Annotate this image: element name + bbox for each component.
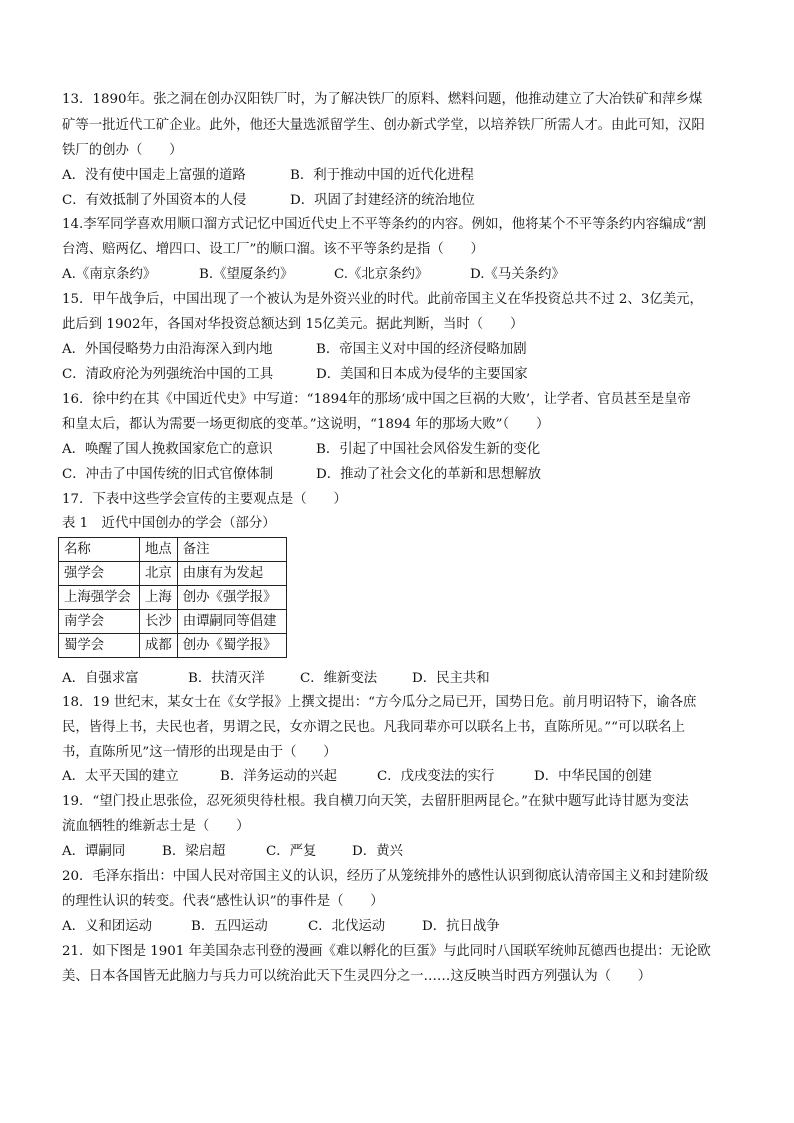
q19-option-d[interactable]: D．黄兴 [352, 844, 403, 859]
q18-stem-line1: 18．19 世纪末，某女士在《女学报》上撰文提出：“方今瓜分之局已开，国势日危。前月明诏特下，谕各庶 [62, 695, 697, 710]
q21-stem-line1: 21．如下图是 1901 年美国杂志刊登的漫画《难以孵化的巨蛋》与此同时八国联军统帅瓦德西也提出：无论欧 [62, 944, 711, 959]
q14-option-d[interactable]: D.《马关条约》 [470, 267, 565, 282]
q13-option-d[interactable]: D．巩固了封建经济的统治地位 [290, 193, 475, 208]
table-cell: 创办《蜀学报》 [177, 634, 286, 658]
q18-option-b[interactable]: B．洋务运动的兴起 [220, 769, 337, 784]
q13-stem-line2: 矿等一批近代工矿企业。此外，他还大量选派留学生、创办新式学堂，以培养铁厂所需人才。由此可知，汉阳 [62, 118, 705, 133]
table-cell: 长沙 [140, 610, 178, 634]
q15-option-d[interactable]: D．美国和日本成为侵华的主要国家 [316, 367, 528, 382]
q14-stem-line1: 14.李军同学喜欢用顺口溜方式记忆中国近代史上不平等条约的内容。例如，他将某个不平等条约内容编成“割 [62, 217, 707, 232]
q14-option-b[interactable]: B.《望厦条约》 [199, 267, 294, 282]
q13-stem-line1: 13．1890年。张之洞在创办汉阳铁厂时，为了解决铁厂的原料、燃料问题，他推动建立了大冶铁矿和萍乡煤 [62, 92, 703, 107]
table-cell: 由康有为发起 [177, 562, 286, 586]
q16-stem-line1: 16．徐中约在其《中国近代史》中写道：“1894年的那场‘成中国之巨祸的大败’，让学者、官员甚至是皇帝 [62, 392, 691, 407]
q13-option-c[interactable]: C．有效抵制了外国资本的人侵 [62, 193, 247, 208]
q17-option-d[interactable]: D．民主共和 [412, 671, 490, 686]
table-header-cell: 名称 [59, 538, 140, 562]
q15-option-c[interactable]: C．清政府沦为列强统治中国的工具 [62, 367, 274, 382]
q13-option-a[interactable]: A．没有使中国走上富强的道路 [62, 168, 246, 183]
q13-stem-line3: 铁厂的创办（ ） [62, 143, 183, 158]
q14-stem-line2: 台湾、赔两亿、增四口、设工厂”的顺口溜。该不平等条约是指（ ） [62, 242, 484, 257]
q20-option-d[interactable]: D．抗日战争 [422, 919, 500, 934]
table-row [59, 562, 287, 586]
q18-option-d[interactable]: D．中华民国的创建 [534, 769, 652, 784]
q16-option-d[interactable]: D．推动了社会文化的革新和思想解放 [316, 467, 541, 482]
table-row [59, 586, 287, 610]
q18-option-c[interactable]: C．戊戌变法的实行 [377, 769, 495, 784]
table-header-row [59, 538, 287, 562]
q13-option-b[interactable]: B．利于推动中国的近代化进程 [290, 168, 474, 183]
q20-option-c[interactable]: C．北伐运动 [308, 919, 386, 934]
q14-option-c[interactable]: C.《北京条约》 [334, 267, 429, 282]
table-cell: 北京 [140, 562, 178, 586]
q14-option-a[interactable]: A.《南京条约》 [62, 267, 157, 282]
table-header-cell: 地点 [140, 538, 178, 562]
q20-stem-line1: 20．毛泽东指出：中国人民对帝国主义的认识，经历了从笼统排外的感性认识到彻底认清帝国主义和封建阶级 [62, 869, 709, 884]
table-header-cell: 备注 [177, 538, 286, 562]
q17-option-b[interactable]: B．扶清灭洋 [188, 671, 265, 686]
q20-option-a[interactable]: A．义和团运动 [62, 919, 153, 934]
table-caption: 表 1 近代中国创办的学会（部分） [62, 516, 276, 531]
q15-option-b[interactable]: B．帝国主义对中国的经济侵略加剧 [316, 342, 527, 357]
q16-stem-line2: 和皇太后，都认为需要一场更彻底的变革。”这说明，“1894 年的那场大败”（ ） [62, 417, 550, 432]
q17-option-c[interactable]: C．维新变法 [300, 671, 378, 686]
q19-stem-line2: 流血牺牲的维新志士是（ ） [62, 819, 250, 834]
table-cell: 强学会 [59, 562, 140, 586]
q17-stem-line1: 17．下表中这些学会宣传的主要观点是（ ） [62, 492, 347, 507]
table-cell: 由谭嗣同等倡建 [177, 610, 286, 634]
q18-stem-line3: 书，直陈所见”这一情形的出现是由于（ ） [62, 745, 337, 760]
table-cell: 上海强学会 [59, 586, 140, 610]
q15-option-a[interactable]: A．外国侵略势力由沿海深入到内地 [62, 342, 273, 357]
table-cell: 蜀学会 [59, 634, 140, 658]
q15-stem-line1: 15．甲午战争后，中国出现了一个被认为是外资兴业的时代。此前帝国主义在华投资总共不过 2、3亿美元， [62, 292, 703, 307]
society-table [58, 537, 287, 658]
q19-stem-line1: 19．“望门投止思张俭，忍死须臾待杜根。我自横刀向天笑，去留肝胆两昆仑。”在狱中题写此诗甘愿为变法 [62, 794, 689, 809]
q17-option-a[interactable]: A．自强求富 [62, 671, 139, 686]
table-cell: 创办《强学报》 [177, 586, 286, 610]
q20-stem-line2: 的理性认识的转变。代表“感性认识”的事件是（ ） [62, 894, 384, 909]
q15-stem-line2: 此后到 1902年，各国对华投资总额达到 15亿美元。据此判断，当时（ ） [62, 317, 524, 332]
table-cell: 成都 [140, 634, 178, 658]
q20-option-b[interactable]: B．五四运动 [191, 919, 268, 934]
q19-option-c[interactable]: C．严复 [266, 844, 317, 859]
q19-option-b[interactable]: B．梁启超 [162, 844, 226, 859]
q18-stem-line2: 民，皆得上书，夫民也者，男谓之民，女亦谓之民也。凡我同辈亦可以联名上书，直陈所见。”“可以联名上 [62, 720, 685, 735]
q16-option-a[interactable]: A．唤醒了国人挽救国家危亡的意识 [62, 442, 273, 457]
q16-option-b[interactable]: B．引起了中国社会风俗发生新的变化 [316, 442, 541, 457]
table-cell: 上海 [140, 586, 178, 610]
table-row [59, 610, 287, 634]
table-row [59, 634, 287, 658]
table-cell: 南学会 [59, 610, 140, 634]
q16-option-c[interactable]: C．冲击了中国传统的旧式官僚体制 [62, 467, 274, 482]
q18-option-a[interactable]: A．太平天国的建立 [62, 769, 179, 784]
q21-stem-line2: 美、日本各国皆无此脑力与兵力可以统治此天下生灵四分之一……这反映当时西方列强认为（ ） [62, 969, 652, 984]
q19-option-a[interactable]: A．谭嗣同 [62, 844, 126, 859]
